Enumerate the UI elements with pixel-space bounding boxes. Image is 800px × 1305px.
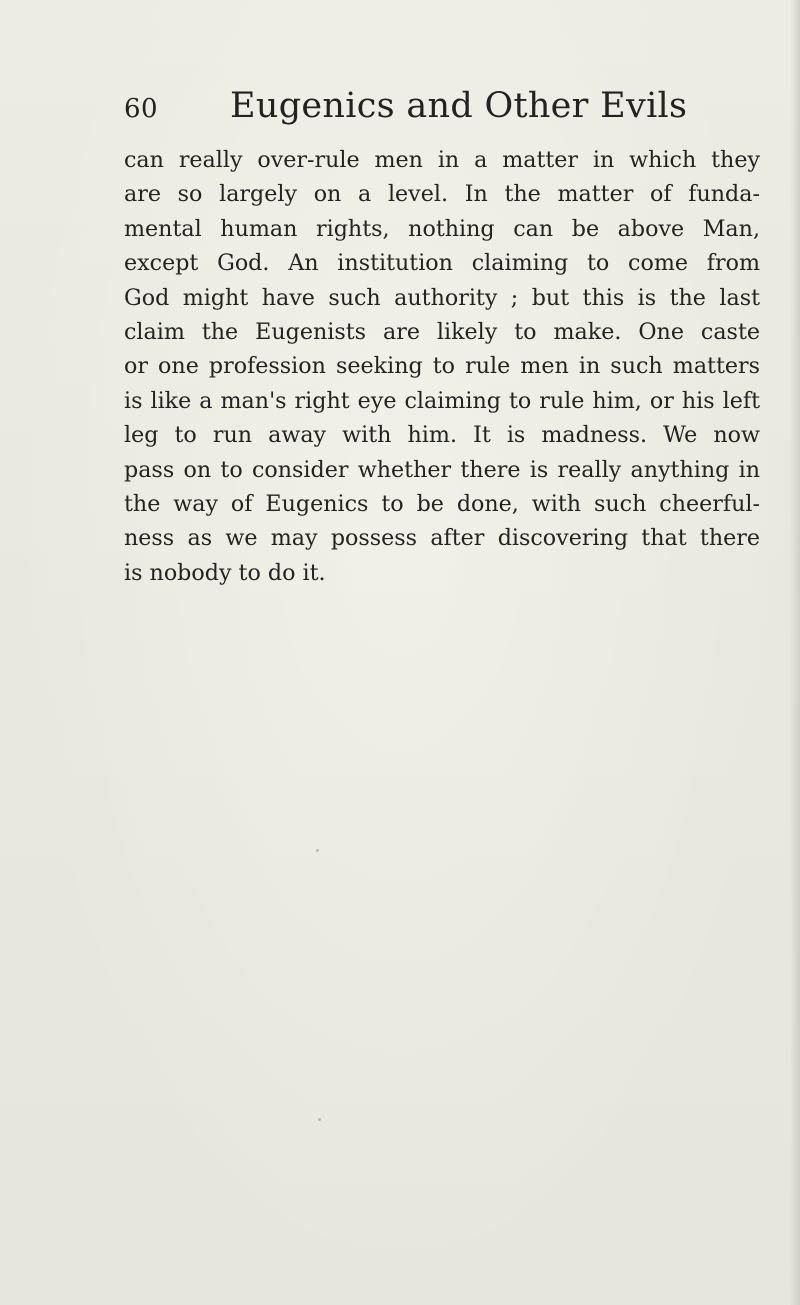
- text-line: is like a man's right eye claiming to rule him, or his left: [124, 387, 760, 414]
- text-line: leg to run away with him. It is madness. We now: [124, 422, 760, 449]
- page-number: 60: [124, 94, 159, 124]
- body-text: [124, 143, 760, 590]
- text-line: claim the Eugenists are likely to make. One caste: [124, 318, 760, 345]
- page-edge-shadow: [790, 0, 800, 1305]
- paper-speck: [316, 849, 319, 852]
- text-line: God might have such authority ; but this is the last: [124, 284, 760, 311]
- text-line: is nobody to do it.: [124, 559, 326, 586]
- text-line: except God. An institution claiming to come from: [124, 250, 760, 277]
- text-line: the way of Eugenics to be done, with such cheerful-: [124, 490, 760, 517]
- text-line: pass on to consider whether there is really anything in: [124, 456, 760, 483]
- text-line: are so largely on a level. In the matter of funda-: [124, 181, 760, 208]
- running-title: Eugenics and Other Evils: [230, 86, 688, 126]
- page-header: [124, 84, 764, 134]
- text-line: ness as we may possess after discovering that there: [124, 525, 760, 552]
- text-line: can really over-rule men in a matter in which they: [124, 147, 760, 173]
- text-line: mental human rights, nothing can be above Man,: [124, 215, 760, 242]
- text-line: or one profession seeking to rule men in such matters: [124, 353, 760, 380]
- paper-speck: [318, 1118, 321, 1121]
